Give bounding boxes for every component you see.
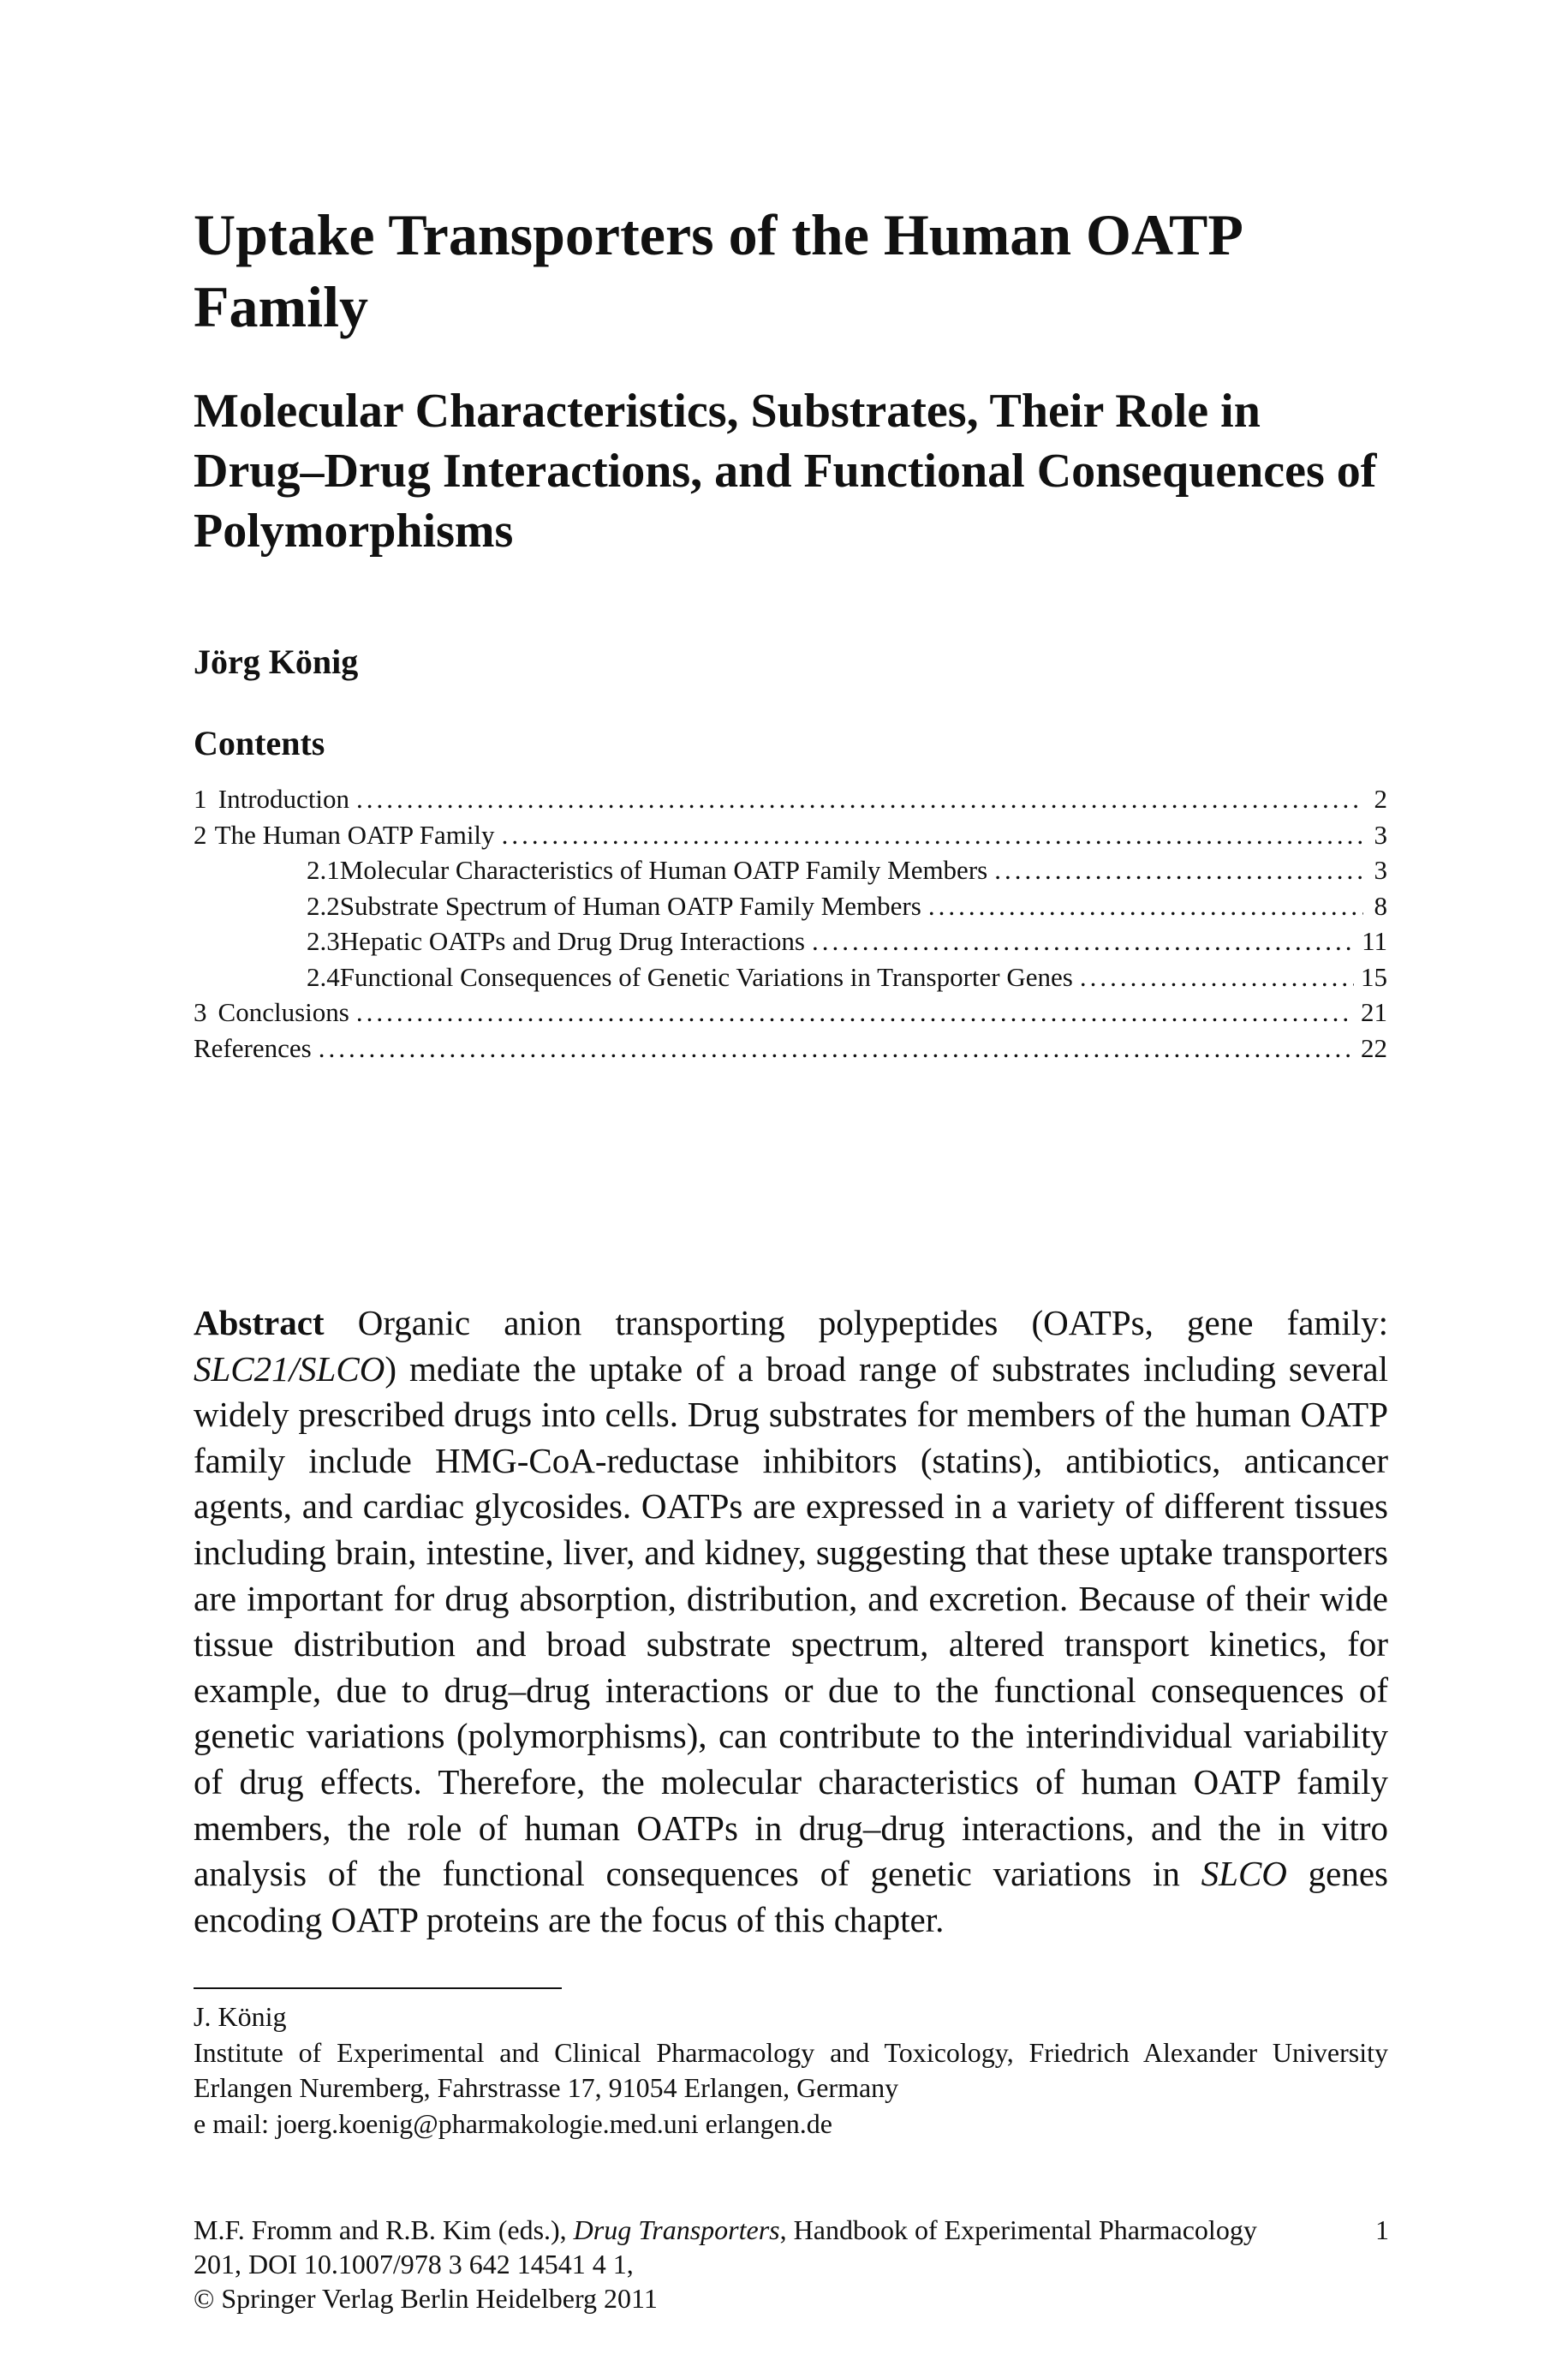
footnote-divider — [194, 1987, 562, 1989]
toc-entry-title: Conclusions — [218, 997, 349, 1027]
toc-entry-page: 22 — [1361, 1032, 1387, 1063]
toc-leader-dots — [812, 923, 1355, 959]
chapter-subtitle: Molecular Characteristics, Substrates, Their Role in Drug–Drug Interactions, and Functional Consequences of Polymorphisms — [194, 385, 1377, 558]
toc-entry[interactable] — [194, 995, 1387, 1031]
toc-entry-number: 1 — [194, 784, 207, 814]
toc-leader-dots — [356, 995, 1354, 1031]
toc-subentry[interactable] — [194, 888, 1387, 924]
abstract-text-part-1: Organic anion transporting polypeptides (OATPs, gene family: — [324, 1303, 1388, 1342]
page-number: 1 — [1375, 2214, 1389, 2245]
citation-book-title: Drug Transporters — [573, 2214, 780, 2245]
affiliation-name: J. König — [194, 2001, 287, 2032]
toc-entry-page: 11 — [1362, 926, 1387, 956]
toc-leader-dots — [502, 817, 1363, 853]
toc-entry-number: 2.4 — [307, 961, 340, 992]
toc-entry-references[interactable] — [194, 1031, 1387, 1067]
toc-entry-title: Hepatic OATPs and Drug Drug Interactions — [339, 926, 805, 956]
toc-entry[interactable] — [194, 817, 1387, 853]
toc-entry-page: 3 — [1374, 855, 1387, 885]
toc-subentry[interactable] — [194, 852, 1387, 888]
toc-leader-dots — [1080, 959, 1354, 995]
toc-entry-page: 15 — [1361, 961, 1387, 992]
contents-heading: Contents — [194, 724, 325, 762]
abstract-gene-name: SLCO — [1201, 1854, 1287, 1894]
abstract-paragraph — [194, 1300, 1388, 1943]
abstract-gene-family: SLC21/SLCO — [194, 1348, 385, 1389]
toc-entry-title: Introduction — [218, 784, 350, 814]
toc-entry-number: 2.3 — [307, 926, 340, 956]
author-affiliation — [194, 1999, 1388, 2142]
abstract-text-part-2: ) mediate the uptake of a broad range of substrates including several widely prescribed drugs into cells. Drug substrates for members of the human OATP family include HMG-CoA-reductase inhibitors (statins), antibiotics, anticancer agents, and cardiac glycosides. OATPs are expressed in a variety of different tissues including brain, intestine, liver, and kidney, suggesting that these uptake transporters are important for drug absorption, distribution, and excretion. Because of their wide tissue distribution and broad substrate spectrum, altered transport kinetics, for example, due to drug–drug interactions or due to the functional consequences of genetic variations (polymorphisms), can contribute to the interindividual variability of drug effects. Therefore, the molecular characteristics of human OATP family members, the role of human OATPs in drug–drug interactions, and the in vitro analysis of the functional consequences of genetic variations in — [194, 1348, 1388, 1894]
citation-footer — [194, 2213, 1307, 2315]
toc-entry-title: Molecular Characteristics of Human OATP Family Members — [339, 855, 988, 885]
toc-leader-dots — [356, 781, 1363, 817]
toc-entry-number: 2.2 — [307, 890, 340, 921]
abstract-text-part-3: genes encoding OATP proteins are the focus of this chapter. — [194, 1854, 1388, 1939]
toc-entry-page: 8 — [1374, 890, 1387, 921]
toc-leader-dots — [928, 888, 1363, 924]
toc-subentry[interactable] — [194, 959, 1387, 995]
toc-entry-page: 3 — [1374, 819, 1387, 850]
citation-series: , Handbook of Experimental Pharmacology 201, DOI 10.1007/978 3 642 14541 4 1, — [194, 2214, 1257, 2279]
toc-entry[interactable] — [194, 781, 1387, 817]
toc-entry-title: The Human OATP Family — [214, 819, 495, 850]
citation-editors: M.F. Fromm and R.B. Kim (eds.), — [194, 2214, 574, 2245]
toc-entry-number: 2.1 — [307, 855, 340, 885]
toc-entry-page: 21 — [1361, 997, 1387, 1027]
toc-entry-title: Functional Consequences of Genetic Variations in Transporter Genes — [339, 961, 1073, 992]
affiliation-institute: Institute of Experimental and Clinical Pharmacology and Toxicology, Friedrich Alexander University Erlangen Nuremberg, Fahrstrasse 17, 91054 Erlangen, Germany — [194, 2036, 1388, 2103]
toc-leader-dots — [994, 852, 1363, 888]
toc-leader-dots — [319, 1031, 1354, 1067]
toc-entry-title: References — [194, 1032, 312, 1063]
toc-entry-number: 2 — [194, 819, 207, 850]
toc-subentry[interactable] — [194, 923, 1387, 959]
citation-copyright: © Springer Verlag Berlin Heidelberg 2011 — [194, 2283, 658, 2314]
table-of-contents — [194, 781, 1387, 1066]
abstract-label: Abstract — [194, 1303, 325, 1342]
author-name: Jörg König — [194, 642, 359, 681]
toc-entry-page: 2 — [1374, 784, 1387, 814]
chapter-title: Uptake Transporters of the Human OATP Family — [194, 202, 1241, 339]
affiliation-email[interactable]: e mail: joerg.koenig@pharmakologie.med.uni erlangen.de — [194, 2107, 832, 2139]
toc-entry-title: Substrate Spectrum of Human OATP Family Members — [339, 890, 921, 921]
toc-entry-number: 3 — [194, 997, 207, 1027]
